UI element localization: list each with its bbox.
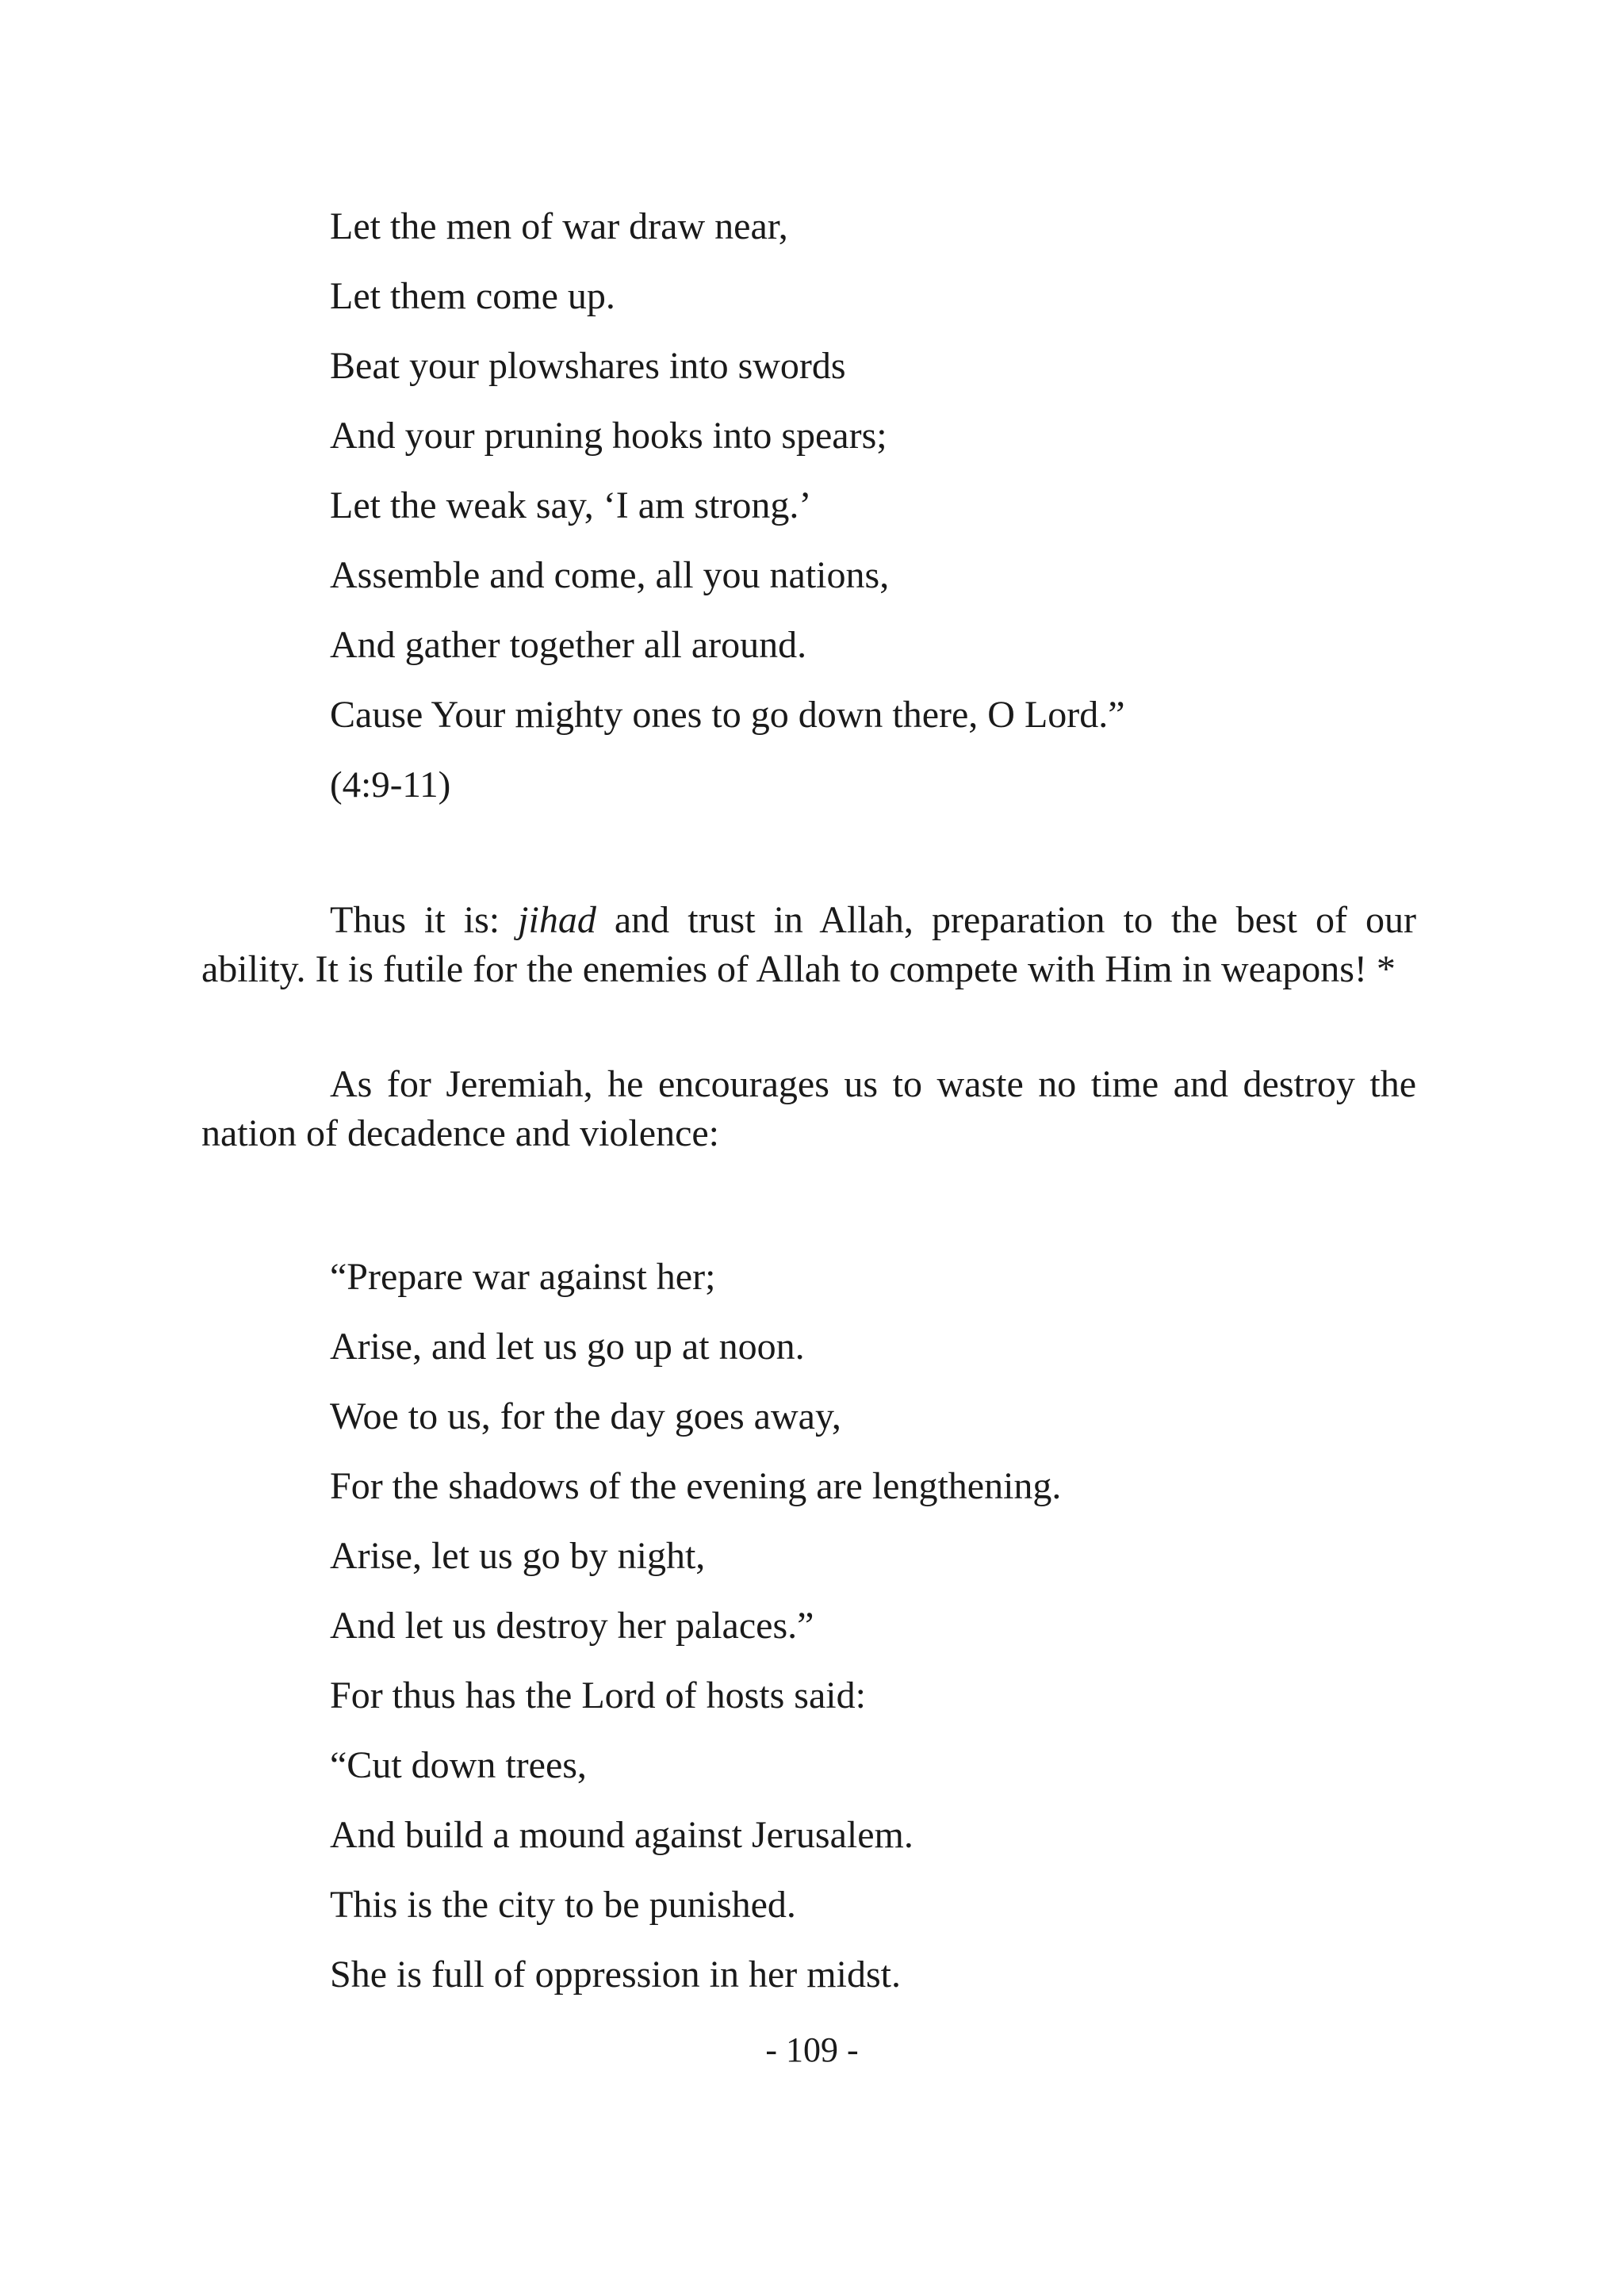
verse-line: Let them come up. bbox=[330, 275, 615, 317]
verse-line: Let the weak say, ‘I am strong.’ bbox=[330, 484, 812, 526]
paragraph-text-end: and trust in Allah, preparation to the best of our ability. It is futile for the enemies of Allah to compete with Him in weapons! * bbox=[201, 899, 1416, 990]
verse-block-jeremiah bbox=[330, 1255, 1440, 2022]
verse-line: And gather together all around. bbox=[330, 624, 807, 666]
verse-line: Arise, let us go by night, bbox=[330, 1535, 706, 1577]
verse-line: “Prepare war against her; bbox=[330, 1256, 716, 1298]
verse-line: And your pruning hooks into spears; bbox=[330, 415, 887, 457]
verse-block-joel bbox=[330, 205, 1440, 832]
paragraph-text: As for Jeremiah, he encourages us to waste no time and destroy the nation of decadence and violence: bbox=[201, 1063, 1416, 1154]
verse-line: Beat your plowshares into swords bbox=[330, 345, 846, 387]
verse-line: Let the men of war draw near, bbox=[330, 205, 788, 247]
paragraph-jihad bbox=[201, 896, 1416, 994]
verse-reference: (4:9-11) bbox=[330, 764, 451, 806]
verse-line: And let us destroy her palaces.” bbox=[330, 1605, 814, 1647]
verse-line: Arise, and let us go up at noon. bbox=[330, 1326, 805, 1368]
verse-line: For the shadows of the evening are lengthening. bbox=[330, 1465, 1062, 1507]
italic-term: jihad bbox=[518, 899, 596, 941]
verse-line: Woe to us, for the day goes away, bbox=[330, 1395, 841, 1437]
verse-line: This is the city to be punished. bbox=[330, 1884, 796, 1926]
verse-line: Cause Your mighty ones to go down there, O Lord.” bbox=[330, 694, 1125, 736]
page-number: - 109 - bbox=[765, 2030, 859, 2069]
paragraph-jeremiah bbox=[201, 1060, 1416, 1158]
verse-line: For thus has the Lord of hosts said: bbox=[330, 1674, 866, 1716]
verse-line: And build a mound against Jerusalem. bbox=[330, 1814, 914, 1856]
verse-line: Assemble and come, all you nations, bbox=[330, 554, 890, 596]
paragraph-text-start: Thus it is: bbox=[330, 899, 519, 941]
verse-line: “Cut down trees, bbox=[330, 1744, 587, 1786]
verse-line: She is full of oppression in her midst. bbox=[330, 1954, 901, 1996]
